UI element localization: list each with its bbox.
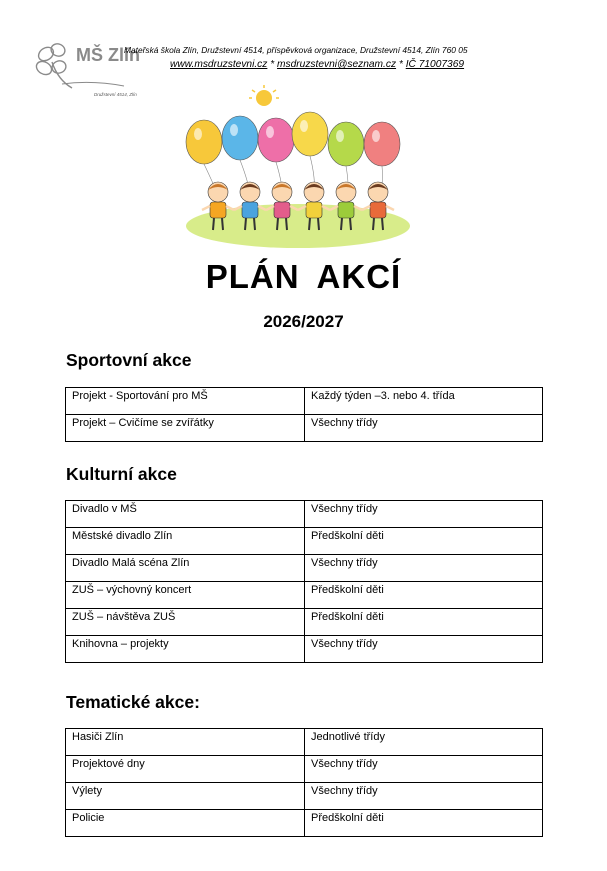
- logo-ms: MŠ Zlín: [76, 45, 140, 65]
- section-heading-culture: Kulturní akce: [66, 464, 177, 484]
- page-title: PLÁN AKCÍ: [205, 258, 402, 295]
- table-row: [66, 756, 543, 783]
- website-link[interactable]: www.msdruzstevni.cz: [170, 59, 268, 70]
- event-participants: Všechny třídy: [305, 501, 543, 528]
- event-participants: Předškolní děti: [305, 582, 543, 609]
- table-row: [66, 555, 543, 582]
- table-culture: [65, 500, 543, 663]
- event-participants: Každý týden –3. nebo 4. třída: [305, 388, 543, 415]
- table-row: [66, 528, 543, 555]
- sun-icon: [249, 85, 279, 106]
- event-name: Hasiči Zlín: [66, 729, 305, 756]
- table-row: [66, 729, 543, 756]
- event-participants: Všechny třídy: [305, 636, 543, 663]
- event-participants: Předškolní děti: [305, 609, 543, 636]
- event-participants: Všechny třídy: [305, 415, 543, 442]
- table-row: [66, 636, 543, 663]
- event-name: Projektové dny: [66, 756, 305, 783]
- event-name: ZUŠ – výchovný koncert: [66, 582, 305, 609]
- table-sport: [65, 387, 543, 442]
- event-name: Výlety: [66, 783, 305, 810]
- event-participants: Všechny třídy: [305, 555, 543, 582]
- event-participants: Předškolní děti: [305, 528, 543, 555]
- table-row: [66, 582, 543, 609]
- event-participants: Všechny třídy: [305, 756, 543, 783]
- event-name: Knihovna – projekty: [66, 636, 305, 663]
- table-row: [66, 415, 543, 442]
- table-row: [66, 388, 543, 415]
- event-name: ZUŠ – návštěva ZUŠ: [66, 609, 305, 636]
- table-themed: [65, 728, 543, 837]
- section-heading-sport: Sportovní akce: [66, 350, 192, 370]
- section-heading-themed: Tematické akce:: [66, 692, 200, 712]
- balloon-icon: [292, 112, 328, 156]
- event-name: Projekt – Cvičíme se zvířátky: [66, 415, 305, 442]
- kids-balloons-illustration: [178, 84, 418, 252]
- table-row: [66, 609, 543, 636]
- logo-subtext: Družstevní 4514, Zlín: [94, 92, 137, 97]
- balloon-icon: [258, 118, 294, 162]
- event-participants: Předškolní děti: [305, 810, 543, 837]
- event-name: Projekt - Sportování pro MŠ: [66, 388, 305, 415]
- balloon-icon: [364, 122, 400, 166]
- school-year: 2026/2027: [263, 312, 344, 331]
- balloon-icon: [186, 120, 222, 164]
- contact-line: www.msdruzstevni.cz * msdruzstevni@seznam.cz * IČ 71007369: [170, 59, 465, 70]
- clover-icon: [34, 42, 72, 88]
- table-row: [66, 501, 543, 528]
- table-row: [66, 810, 543, 837]
- event-name: Městské divadlo Zlín: [66, 528, 305, 555]
- balloon-icon: [222, 116, 258, 160]
- email-link[interactable]: msdruzstevni@seznam.cz: [277, 59, 397, 70]
- ico-number: IČ 71007369: [405, 59, 465, 70]
- balloon-icon: [328, 122, 364, 166]
- school-address: Mateřská škola Zlín, Družstevní 4514, příspěvková organizace, Družstevní 4514, Zlín 760 05: [124, 45, 468, 55]
- event-participants: Jednotlivé třídy: [305, 729, 543, 756]
- school-logo: [32, 36, 140, 100]
- event-name: Policie: [66, 810, 305, 837]
- table-row: [66, 783, 543, 810]
- event-name: Divadlo Malá scéna Zlín: [66, 555, 305, 582]
- event-participants: Všechny třídy: [305, 783, 543, 810]
- event-name: Divadlo v MŠ: [66, 501, 305, 528]
